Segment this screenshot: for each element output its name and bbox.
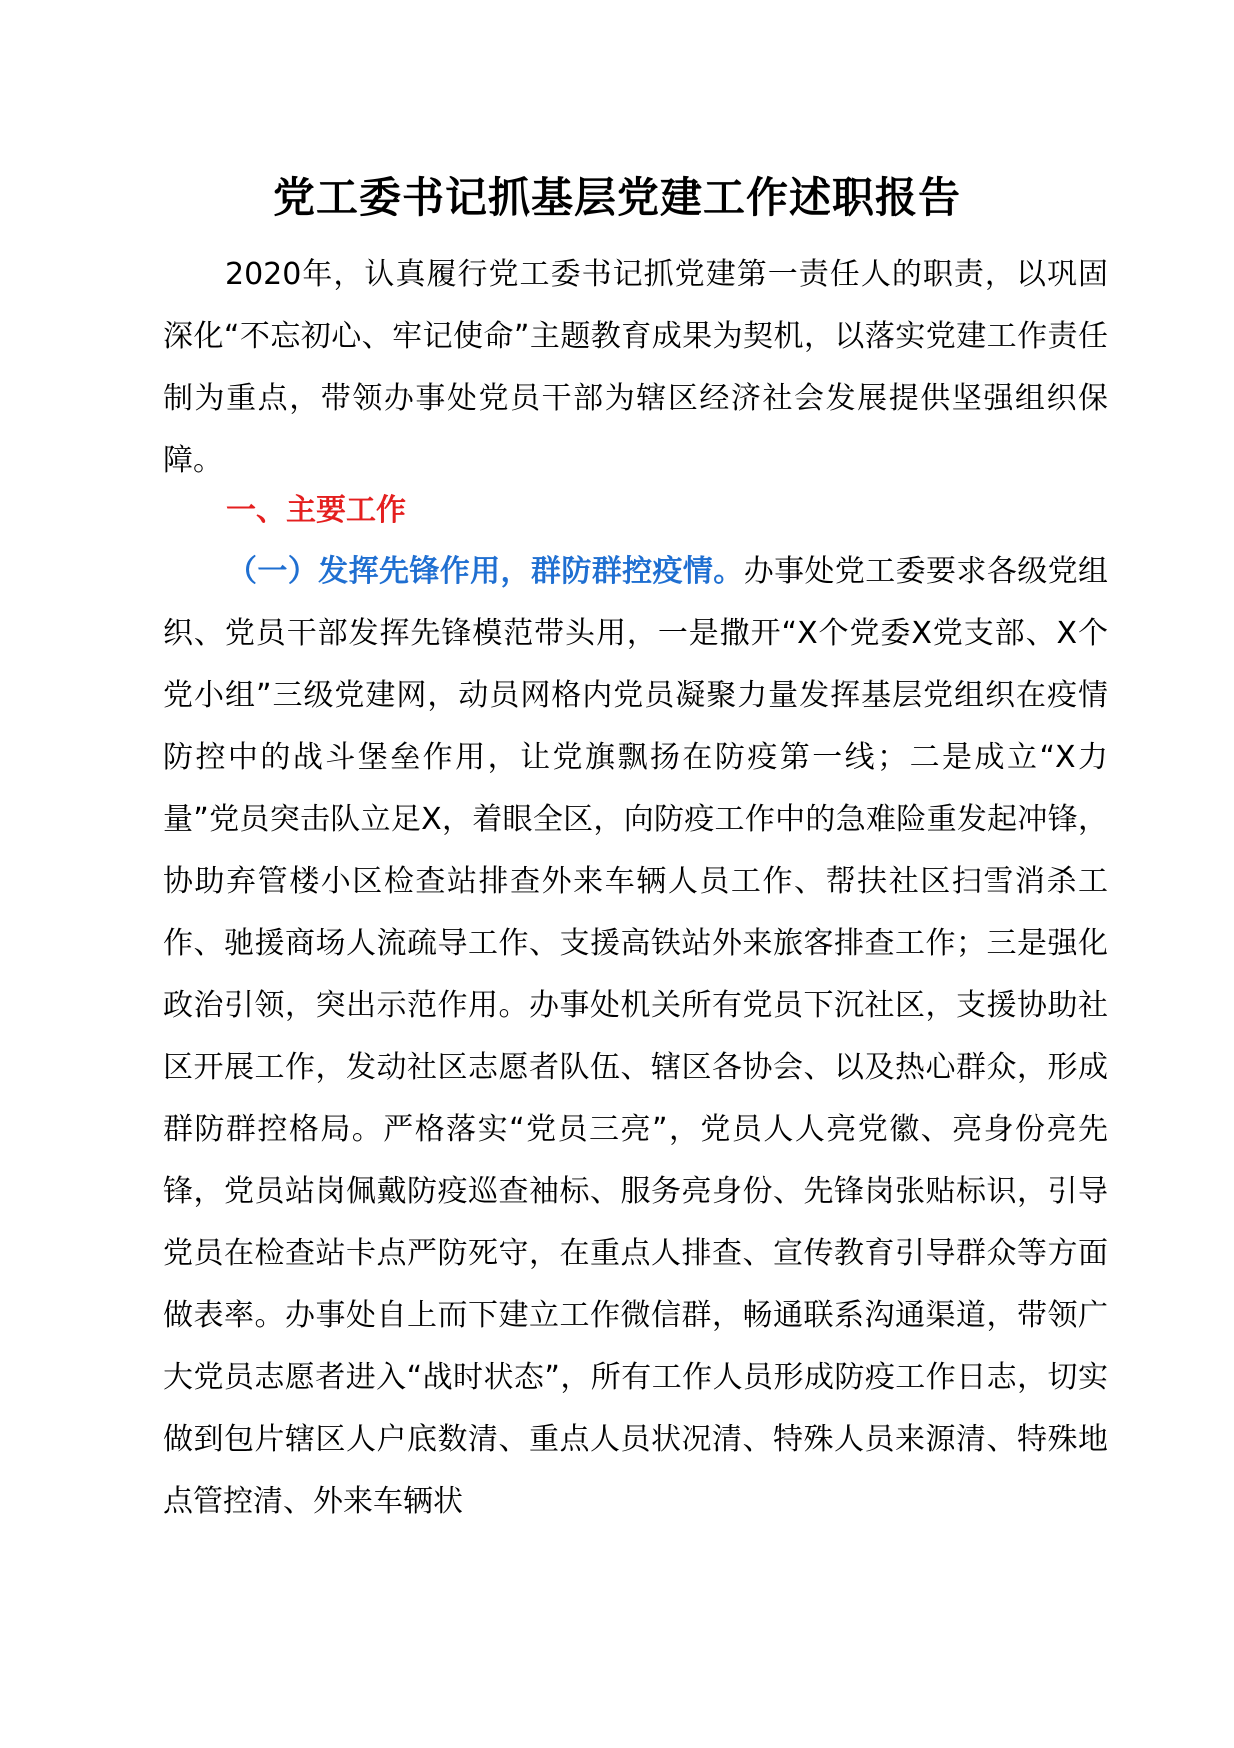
item-text-1: 办事处党工委要求各级党组织、党员干部发挥先锋模范带头用，一是撒开“X个党委X党支部、X个党小组”三级党建网，动员网格内党员凝聚力量发挥基层党组织在疫情防控中的战斗堡垒作用，让党旗飘扬在防疫第一线；二是成立“X力量”党员突击队立足X，着眼全区，向防疫工作中的急难险重发起冲锋，协助弃管楼小区检查站排查外来车辆人员工作、帮扶社区扫雪消杀工作、驰援商场人流疏导工作、支援高铁站外来旅客排查工作；三是强化政治引领，突出示范作用。办事处机关所有党员下沉社区，支援协助社区开展工作，发动社区志愿者队伍、辖区各协会、以及热心群众，形成群防群控格局。严格落实“党员三亮”，党员人人亮党徽、亮身份亮先锋，党员站岗佩戴防疫巡查袖标、服务亮身份、先锋岗张贴标识，引导党员在检查站卡点严防死守，在重点人排查、宣传教育引导群众等方面做表率。办事处自上而下建立工作微信群，畅通联系沟通渠道，带领广大党员志愿者进入“战时状态”，所有工作人员形成防疫工作日志，切实做到包片辖区人户底数清、重点人员状况清、特殊人员来源清、特殊地点管控清、外来车辆状 (163, 554, 1109, 1519)
section-heading-main-work: 一、主要工作 (226, 493, 406, 528)
document-title: 党工委书记抓基层党建工作述职报告 (272, 173, 961, 222)
item-subheading-1: （一）发挥先锋作用，群防群控疫情。 (227, 554, 744, 589)
intro-paragraph: 2020年，认真履行党工委书记抓党建第一责任人的职责，以巩固深化“不忘初心、牢记使命”主题教育成果为契机，以落实党建工作责任制为重点，带领办事处党员干部为辖区经济社会发展提供坚强组织保障。 (163, 257, 1108, 478)
item-paragraph-1 (163, 541, 1108, 1533)
